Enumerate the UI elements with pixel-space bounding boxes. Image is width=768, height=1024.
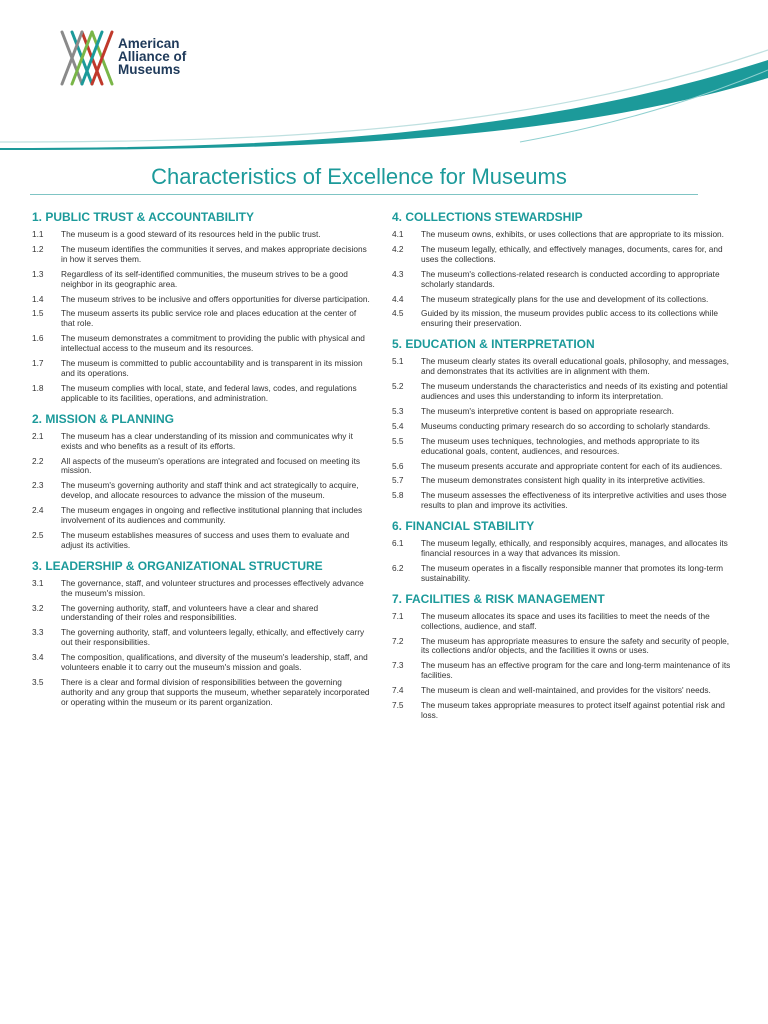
item-text: The museum identifies the communities it serves, and makes appropriate decisions in how it serves them. [61, 243, 367, 264]
section-heading: 5. EDUCATION & INTERPRETATION [392, 337, 595, 352]
item-text: The museum demonstrates consistent high quality in its interpretive activities. [421, 475, 706, 486]
item-number: 5.7 [392, 475, 404, 486]
item-number: 1.2 [32, 243, 44, 254]
list-item [32, 604, 372, 624]
item-text: The museum is committed to public accountability and is transparent in its mission and its operations. [61, 358, 363, 378]
item-text: The museum operates in a fiscally responsible manner that promotes its long-term sustainability. [421, 562, 724, 583]
list-item [32, 653, 372, 673]
item-number: 2.2 [32, 455, 44, 466]
item-number: 7.5 [392, 700, 404, 711]
list-item [32, 481, 372, 501]
item-number: 5.6 [392, 460, 404, 471]
item-text: The museum strives to be inclusive and offers opportunities for diverse participation. [61, 293, 370, 304]
list-item [392, 701, 732, 721]
item-number: 2.4 [32, 505, 44, 516]
item-text: The museum demonstrates a commitment to providing the public with physical and intellectual access to the museum and its resources. [61, 333, 365, 354]
item-number: 2.1 [32, 430, 44, 441]
list-item [392, 245, 732, 265]
list-item [32, 579, 372, 599]
list-item [392, 637, 732, 657]
section-heading: 7. FACILITIES & RISK MANAGEMENT [392, 591, 605, 606]
list-item [392, 437, 732, 457]
item-text: The composition, qualifications, and diversity of the museum's leadership, staff, and volunteers enable it to carry out the museum's mission and goals. [61, 652, 368, 673]
list-item [32, 432, 372, 452]
item-text: The museum strategically plans for the use and development of its collections. [421, 293, 709, 304]
item-number: 7.1 [392, 610, 404, 621]
list-item [32, 270, 372, 290]
section-heading: 3. LEADERSHIP & ORGANIZATIONAL STRUCTURE [32, 558, 323, 573]
item-text: The museum legally, ethically, and responsibly acquires, manages, and allocates its financial resources in a way that advances its mission. [421, 538, 728, 559]
brand-line-3: Museums [118, 62, 181, 77]
section-heading: 2. MISSION & PLANNING [32, 411, 175, 426]
list-item [392, 491, 732, 511]
item-number: 2.3 [32, 480, 44, 491]
list-item [32, 359, 372, 379]
title-divider [30, 194, 698, 195]
item-text: The museum has an effective program for the care and long-term maintenance of its facilities. [421, 660, 731, 681]
item-text: The museum allocates its space and uses its facilities to meet the needs of the collections, audience, and staff. [421, 610, 710, 631]
item-number: 7.2 [392, 635, 404, 646]
page-title: Characteristics of Excellence for Museums [151, 164, 567, 189]
item-text: The governing authority, staff, and volunteers legally, ethically, and effectively carry out their responsibilities. [61, 627, 365, 648]
list-item [392, 357, 732, 377]
item-number: 5.4 [392, 420, 404, 431]
item-text: The museum has appropriate measures to ensure the safety and security of people, its collections and/or objects, and the facilities it owns or uses. [421, 635, 730, 656]
list-item [392, 295, 732, 305]
item-text: The museum's governing authority and staff think and act strategically to acquire, develop, and allocate resources to advance the mission of the museum. [61, 480, 359, 501]
section-heading: 1. PUBLIC TRUST & ACCOUNTABILITY [32, 210, 254, 224]
list-item [32, 384, 372, 404]
item-number: 6.2 [392, 562, 404, 573]
header-swoosh [0, 30, 768, 150]
item-number: 4.5 [392, 308, 404, 319]
item-number: 4.3 [392, 268, 404, 279]
list-item [32, 531, 372, 551]
list-item [32, 309, 372, 329]
item-number: 3.3 [32, 627, 44, 638]
list-item [392, 270, 732, 290]
right-column [392, 210, 732, 726]
list-item [392, 564, 732, 584]
item-text: The museum's interpretive content is based on appropriate research. [421, 405, 674, 416]
item-text: The governance, staff, and volunteer structures and processes effectively advance the museum's mission. [61, 577, 364, 598]
item-number: 7.4 [392, 685, 404, 696]
item-number: 1.3 [32, 268, 44, 279]
item-number: 5.5 [392, 435, 404, 446]
list-item [392, 539, 732, 559]
item-text: The museum is clean and well-maintained, and provides for the visitors' needs. [421, 685, 711, 696]
item-number: 4.4 [392, 293, 404, 304]
item-number: 2.5 [32, 529, 44, 540]
item-text: The museum owns, exhibits, or uses collections that are appropriate to its mission. [421, 229, 724, 239]
list-item [392, 230, 732, 240]
section-mission-planning [32, 412, 372, 551]
item-text: There is a clear and formal division of responsibilities between the governing authority and any group that supports the museum, whether separately incorporated or operating within the museum or its parent organization. [61, 677, 370, 707]
section-collections [392, 210, 732, 329]
list-item [32, 295, 372, 305]
item-text: The museum asserts its public service role and places education at the center of that role. [61, 308, 357, 329]
item-number: 3.4 [32, 652, 44, 663]
item-number: 1.5 [32, 308, 44, 319]
brand-line-1: American [118, 36, 180, 51]
item-text: The museum engages in ongoing and reflective institutional planning that includes involvement of its audiences and community. [61, 505, 363, 526]
item-number: 5.3 [392, 405, 404, 416]
item-number: 3.1 [32, 577, 44, 588]
item-text: The museum understands the characteristics and needs of its existing and potential audiences and uses this understanding to inform its interpretation. [421, 381, 728, 401]
list-item [32, 628, 372, 648]
list-item [392, 407, 732, 417]
item-number: 3.2 [32, 602, 44, 613]
item-number: 1.8 [32, 382, 44, 393]
item-text: Guided by its mission, the museum provides public access to its collections while ensuring their preservation. [421, 308, 718, 329]
item-text: The museum complies with local, state, and federal laws, codes, and regulations applicable to its facilities, operations, and administration. [61, 382, 357, 403]
section-public-trust [32, 210, 372, 404]
brand-line-2: Alliance of [118, 49, 187, 64]
item-text: The museum's collections-related research is conducted according to appropriate scholarly standards. [421, 268, 720, 289]
item-text: The museum establishes measures of success and uses them to evaluate and adjust its activities. [61, 529, 350, 550]
item-text: The museum legally, ethically, and effectively manages, documents, cares for, and uses the collections. [421, 243, 723, 264]
list-item [392, 612, 732, 632]
list-item [32, 457, 372, 477]
section-financial [392, 519, 732, 584]
section-leadership [32, 559, 372, 708]
item-number: 4.2 [392, 243, 404, 254]
item-number: 1.1 [32, 229, 44, 239]
list-item [392, 686, 732, 696]
list-item [32, 506, 372, 526]
list-item [32, 245, 372, 265]
list-item [392, 309, 732, 329]
item-text: The museum presents accurate and appropriate content for each of its audiences. [421, 460, 723, 471]
list-item [392, 476, 732, 486]
item-number: 1.7 [32, 358, 44, 369]
list-item [392, 422, 732, 432]
left-column [32, 210, 372, 713]
section-heading: 4. COLLECTIONS STEWARDSHIP [392, 210, 583, 224]
section-education [392, 337, 732, 511]
item-text: All aspects of the museum's operations are integrated and focused on meeting its mission. [61, 455, 361, 476]
list-item [32, 334, 372, 354]
item-text: The museum uses techniques, technologies, and methods appropriate to its educational goals, content, audiences, and resources. [421, 435, 700, 456]
item-text: The museum assesses the effectiveness of its interpretive activities and uses those results to plan and improve its activities. [421, 490, 727, 511]
item-number: 7.3 [392, 660, 404, 671]
item-text: The museum has a clear understanding of its mission and communicates why it exists and who benefits as a result of its efforts. [61, 430, 353, 451]
item-number: 3.5 [32, 677, 44, 687]
item-number: 6.1 [392, 538, 404, 549]
item-number: 5.2 [392, 381, 404, 392]
list-item [392, 382, 732, 402]
item-text: The museum is a good steward of its resources held in the public trust. [61, 229, 321, 239]
list-item [392, 462, 732, 472]
item-text: The museum clearly states its overall educational goals, philosophy, and messages, and demonstrates that its activities are in alignment with them. [421, 356, 729, 377]
section-facilities [392, 592, 732, 721]
section-heading: 6. FINANCIAL STABILITY [392, 519, 535, 534]
item-text: Regardless of its self-identified communities, the museum strives to be a good neighbor in its geographic area. [61, 268, 348, 289]
list-item [32, 230, 372, 240]
item-number: 5.8 [392, 490, 404, 501]
item-number: 1.4 [32, 293, 44, 304]
item-number: 4.1 [392, 229, 404, 239]
item-text: The museum takes appropriate measures to protect itself against potential risk and loss. [421, 700, 725, 720]
item-text: Museums conducting primary research do so according to scholarly standards. [421, 420, 711, 431]
list-item [392, 661, 732, 681]
list-item [32, 678, 372, 708]
item-text: The governing authority, staff, and volunteers have a clear and shared understanding of their roles and responsibilities. [61, 602, 319, 623]
item-number: 1.6 [32, 333, 44, 344]
item-number: 5.1 [392, 356, 404, 367]
